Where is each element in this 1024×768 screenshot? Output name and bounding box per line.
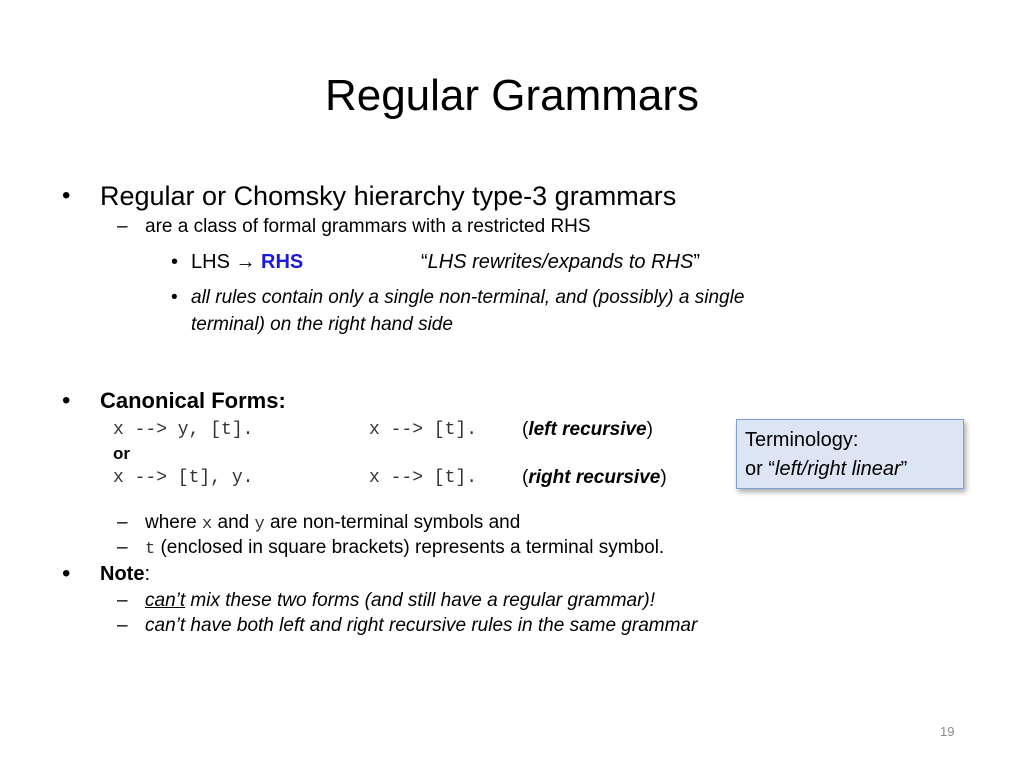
form1-base: x --> [t]. xyxy=(369,420,478,440)
dash-icon: – xyxy=(117,512,128,533)
bullet-icon: • xyxy=(171,287,178,308)
paren-close: ) xyxy=(660,467,667,488)
note-colon: : xyxy=(144,563,151,585)
paren-open: ( xyxy=(522,467,529,488)
bullet-icon: • xyxy=(62,560,71,587)
quote-open: “ xyxy=(421,251,428,273)
callout-or: or “ xyxy=(745,458,775,480)
note-item-mix xyxy=(145,589,655,613)
note1-rest: mix these two forms (and still have a regular grammar)! xyxy=(185,590,656,611)
dash-icon: – xyxy=(117,537,128,558)
bullet-icon: • xyxy=(171,251,179,273)
rewrite-quote xyxy=(421,249,700,275)
terminal-desc: (enclosed in square brackets) represents a terminal symbol. xyxy=(155,537,665,558)
where-prefix: where xyxy=(145,512,203,533)
form2-recursive: x --> [t], y. xyxy=(113,468,254,488)
rule-text-line2: terminal) on the right hand side xyxy=(191,314,453,335)
lhs-rhs-rule xyxy=(191,249,303,275)
terminology-callout xyxy=(736,419,964,489)
dash-icon: – xyxy=(117,216,128,237)
right-recursive-label: right recursive xyxy=(528,467,661,488)
var-x: x xyxy=(202,515,213,534)
page-number: 19 xyxy=(940,724,955,739)
note-label-line xyxy=(100,561,150,587)
slide-title: Regular Grammars xyxy=(324,71,700,120)
lhs-arrow-text: LHS → xyxy=(191,251,262,273)
callout-quote-close: ” xyxy=(900,458,908,480)
bullet-icon: • xyxy=(62,182,71,209)
terminal-text xyxy=(145,536,664,562)
callout-linear: left/right linear xyxy=(775,458,901,480)
dash-icon: – xyxy=(117,590,128,611)
bullet-icon: • xyxy=(62,387,71,414)
rule-text-line1: all rules contain only a single non-terminal, and (possibly) a single xyxy=(191,287,745,308)
or-label: or xyxy=(113,444,130,463)
bullet-text-grammars: Regular or Chomsky hierarchy type-3 grammars xyxy=(100,181,677,211)
paren-close: ) xyxy=(646,419,653,440)
var-y: y xyxy=(254,515,265,534)
note-item-both: can’t have both left and right recursive rules in the same grammar xyxy=(145,615,698,636)
form1-kind xyxy=(522,418,653,442)
sub-bullet-class: are a class of formal grammars with a restricted RHS xyxy=(145,216,591,237)
quote-close: ” xyxy=(693,251,701,273)
dash-icon: – xyxy=(117,615,128,636)
form2-kind xyxy=(522,466,667,490)
quote-text: LHS rewrites/expands to RHS xyxy=(427,251,694,273)
callout-line1: Terminology: xyxy=(745,429,859,451)
where-and: and xyxy=(212,512,255,533)
cant-underlined: can’t xyxy=(145,590,186,611)
where-suffix: are non-terminal symbols and xyxy=(264,512,521,533)
form2-base: x --> [t]. xyxy=(369,468,478,488)
var-t: t xyxy=(145,540,156,559)
left-recursive-label: left recursive xyxy=(528,419,647,440)
where-text xyxy=(145,511,520,537)
callout-line2 xyxy=(745,455,955,484)
rhs-highlight: RHS xyxy=(261,251,304,273)
canonical-forms-label: Canonical Forms: xyxy=(100,388,286,413)
form1-recursive: x --> y, [t]. xyxy=(113,420,254,440)
note-label: Note xyxy=(100,563,145,585)
paren-open: ( xyxy=(522,419,529,440)
